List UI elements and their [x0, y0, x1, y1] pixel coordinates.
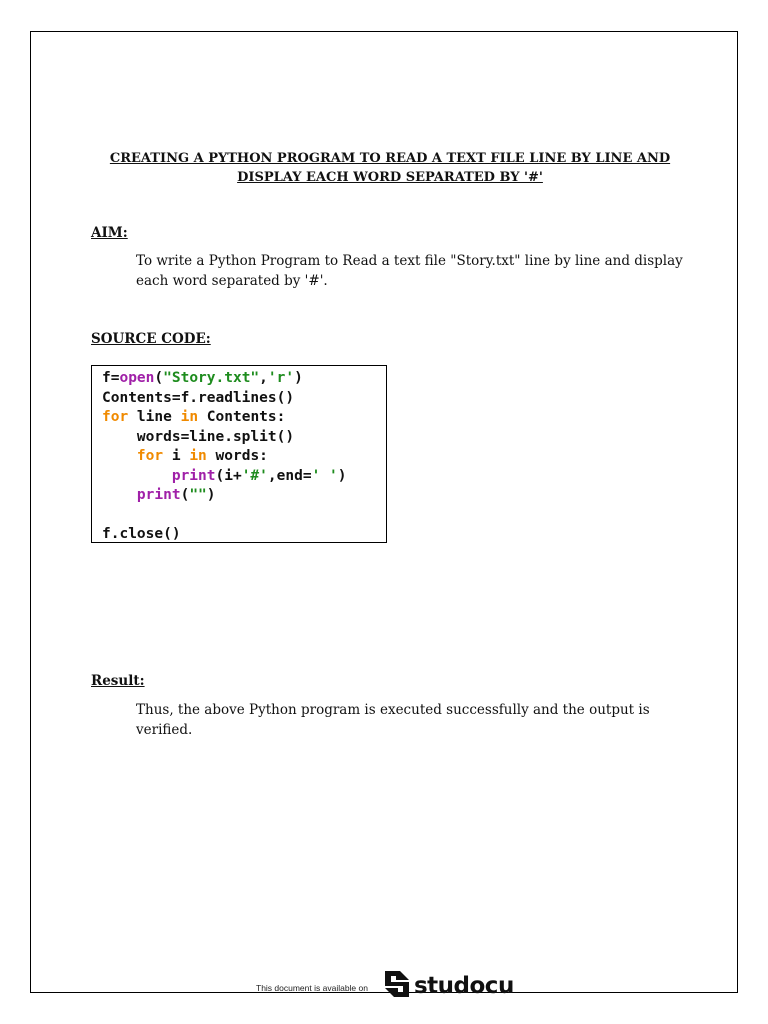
code-line-1	[102, 369, 386, 389]
code-token-string: '#'	[241, 467, 268, 484]
code-token: )	[294, 370, 303, 386]
code-line-9: f.close()	[102, 526, 181, 542]
code-token: words:	[206, 448, 268, 464]
result-text: Thus, the above Python program is executed successfully and the output is verified.	[136, 702, 650, 738]
source-code-block	[91, 365, 387, 543]
code-token: ,end=	[267, 467, 312, 484]
code-token: Contents:	[198, 409, 286, 425]
source-code-heading: SOURCE CODE:	[91, 331, 211, 347]
code-line-6	[102, 467, 386, 487]
code-token-string: ""	[189, 487, 207, 503]
code-indent	[102, 448, 137, 464]
code-indent	[102, 487, 137, 503]
code-token-keyword: for	[136, 448, 164, 464]
code-line-8	[102, 506, 386, 526]
code-token: (	[180, 487, 190, 503]
code-token: ,	[259, 370, 268, 386]
title-line-2: DISPLAY EACH WORD SEPARATED BY '#'	[237, 170, 543, 185]
code-line-5	[102, 447, 386, 467]
code-line-4: words=line.split()	[102, 428, 295, 445]
code-line-3	[102, 408, 386, 428]
aim-text-line-2: each word separated by '#'.	[136, 273, 328, 289]
code-token-function: print	[171, 467, 216, 484]
code-token: (	[154, 370, 164, 386]
code-token: f=	[102, 370, 120, 386]
code-token-string: ' '	[311, 467, 338, 484]
code-token: )	[206, 487, 216, 503]
code-indent	[102, 468, 172, 484]
code-token: line	[128, 409, 181, 425]
code-token-function: print	[136, 487, 181, 503]
code-token-function: open	[119, 370, 155, 386]
code-token-string: "Story.txt"	[163, 370, 260, 386]
code-token-keyword: in	[189, 448, 207, 464]
footer	[256, 968, 514, 1004]
document-title	[80, 149, 700, 187]
code-token-keyword: in	[180, 409, 199, 425]
studocu-wordmark: studocu	[413, 973, 514, 999]
title-line-1: CREATING A PYTHON PROGRAM TO READ A TEXT FILE LINE BY LINE AND	[109, 151, 671, 166]
code-token-string: 'r'	[267, 370, 295, 386]
code-token-keyword: for	[102, 409, 129, 425]
aim-heading: AIM:	[91, 225, 128, 241]
aim-text-line-1: To write a Python Program to Read a text file "Story.txt" line by line and display	[136, 253, 683, 269]
studocu-logo-link[interactable]	[382, 967, 514, 1005]
result-heading: Result:	[91, 673, 145, 689]
code-token: i	[163, 448, 190, 464]
aim-text	[136, 251, 696, 291]
code-token: )	[337, 467, 347, 484]
code-line-2: Contents=f.readlines()	[102, 389, 295, 406]
code-line-7	[102, 486, 386, 506]
footer-available-text: This document is available on	[256, 983, 368, 993]
code-token: (i+	[215, 467, 242, 484]
studocu-logo-icon	[382, 967, 412, 1005]
